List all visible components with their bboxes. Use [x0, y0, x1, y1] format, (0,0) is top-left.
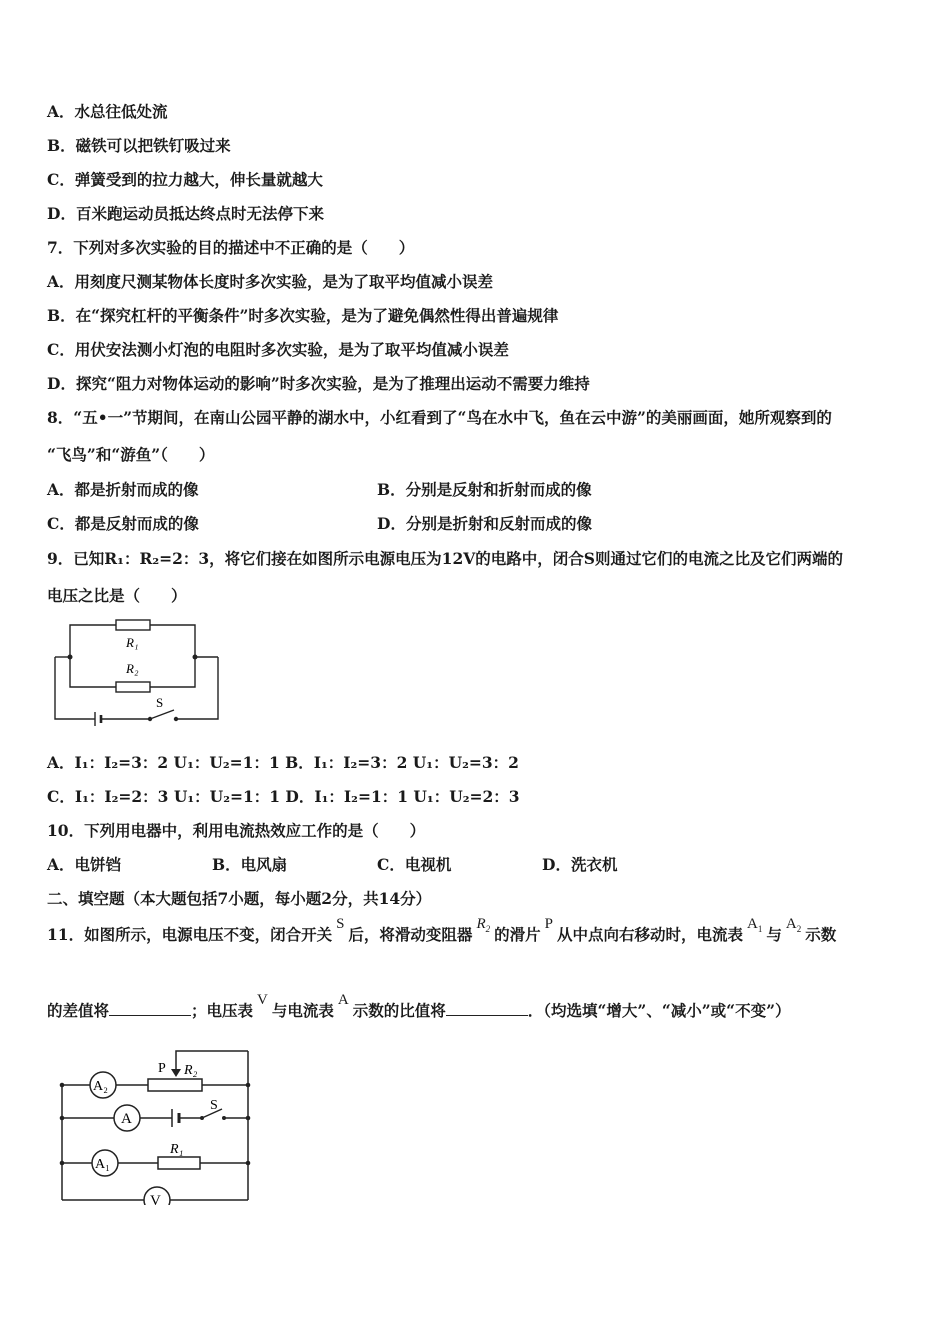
q9-r2-label: R₂	[126, 661, 139, 676]
q6-option-c: C．弹簧受到的拉力越大，伸长量就越大	[47, 170, 323, 189]
q7-option-b: B．在“探究杠杆的平衡条件”时多次实验，是为了避免偶然性得出普遍规律	[47, 306, 559, 325]
q10-option-d: D．洗衣机	[542, 855, 618, 874]
q6-option-a: A．水总往低处流	[47, 102, 168, 121]
q7-option-a: A．用刻度尺测某物体长度时多次实验，是为了取平均值减小误差	[47, 272, 494, 291]
q11-sym-a: A	[337, 992, 349, 1008]
q11-sym-s: S	[336, 916, 345, 932]
q11-sym-v: V	[257, 992, 268, 1008]
q9-r2-resistor	[116, 682, 150, 692]
q9-r1-resistor	[116, 620, 150, 630]
q9-s-label: S	[156, 695, 164, 710]
q10-option-c: C．电视机	[377, 855, 452, 874]
q9-stem-line2: 电压之比是（ ）	[47, 586, 187, 605]
q9-options-cd: C．I₁：I₂=2：3 U₁：U₂=1：1 D．I₁：I₂=1：1 U₁：U₂=2：3	[47, 787, 520, 806]
q8-option-b: B．分别是反射和折射而成的像	[377, 480, 592, 499]
q11-r2-label: R₂	[184, 1063, 198, 1078]
q9-r1-label: R₁	[126, 635, 139, 650]
q11-sym-a2: $A_2$	[785, 916, 802, 934]
q11-stem-line2: 的差值将 ；电压表V与电流表A示数的比值将 ．（均选填“增大”、“减小”或“不变”）	[47, 992, 791, 1020]
q11-s-label: S	[210, 1098, 218, 1113]
q7-stem: 7．下列对多次实验的目的描述中不正确的是（ ）	[47, 238, 415, 257]
q11-slider-arrow	[171, 1069, 181, 1077]
q6-option-d: D．百米跑运动员抵达终点时无法停下来	[47, 204, 324, 223]
q8-stem-line2: “飞鸟”和“游鱼”（ ）	[47, 445, 215, 464]
q11-r2-rheostat	[148, 1079, 202, 1091]
q11-sym-a1: $A_1$	[746, 916, 763, 934]
q8-stem-line1: 8．“五•一”节期间，在南山公园平静的湖水中，小红看到了“鸟在水中飞，鱼在云中游”的美丽画面，她所观察到的	[47, 408, 832, 427]
q11-a-label: A	[121, 1111, 132, 1127]
q9-options-ab: A．I₁：I₂=3：2 U₁：U₂=1：1 B．I₁：I₂=3：2 U₁：U₂=3：2	[47, 753, 519, 772]
q8-option-d: D．分别是折射和反射而成的像	[377, 514, 592, 533]
q11-blank-2[interactable]	[446, 1001, 528, 1016]
q9-circuit-diagram	[50, 615, 225, 730]
q11-sym-r2: $R_2$	[476, 916, 491, 934]
q11-v-label: V	[150, 1193, 161, 1205]
q11-a1-label: A₁	[95, 1157, 110, 1172]
q11-p-label: P	[158, 1061, 166, 1076]
q10-option-b: B．电风扇	[212, 855, 288, 874]
q11-circuit-diagram	[52, 1045, 257, 1205]
q9-stem-line1: 9．已知R₁：R₂=2：3，将它们接在如图所示电源电压为12V的电路中，闭合S则通过它们的电流之比及它们两端的	[47, 549, 843, 568]
section-2-heading: 二、填空题（本大题包括7小题，每小题2分，共14分）	[47, 889, 432, 908]
q7-option-c: C．用伏安法测小灯泡的电阻时多次实验，是为了取平均值减小误差	[47, 340, 509, 359]
q11-stem-line1: 11．如图所示，电源电压不变，闭合开关S后，将滑动变阻器$R_2$ 的滑片P从中点向右移动时，电流表$A_1$ 与$A_2$ 示数	[47, 916, 837, 944]
q11-a2-label: A₂	[93, 1079, 108, 1094]
q11-r1-label: R₁	[170, 1142, 184, 1157]
q8-option-c: C．都是反射而成的像	[47, 514, 199, 533]
q7-option-d: D．探究“阻力对物体运动的影响”时多次实验，是为了推理出运动不需要力维持	[47, 374, 590, 393]
q11-sym-p: P	[544, 916, 553, 932]
q11-blank-1[interactable]	[109, 1001, 191, 1016]
q10-stem: 10．下列用电器中，利用电流热效应工作的是（ ）	[47, 821, 426, 840]
q6-option-b: B．磁铁可以把铁钉吸过来	[47, 136, 231, 155]
q10-option-a: A．电饼铛	[47, 855, 122, 874]
q11-r1-resistor	[158, 1157, 200, 1169]
q8-options-row1	[47, 480, 199, 500]
q8-option-a: A．都是折射而成的像	[47, 480, 199, 499]
